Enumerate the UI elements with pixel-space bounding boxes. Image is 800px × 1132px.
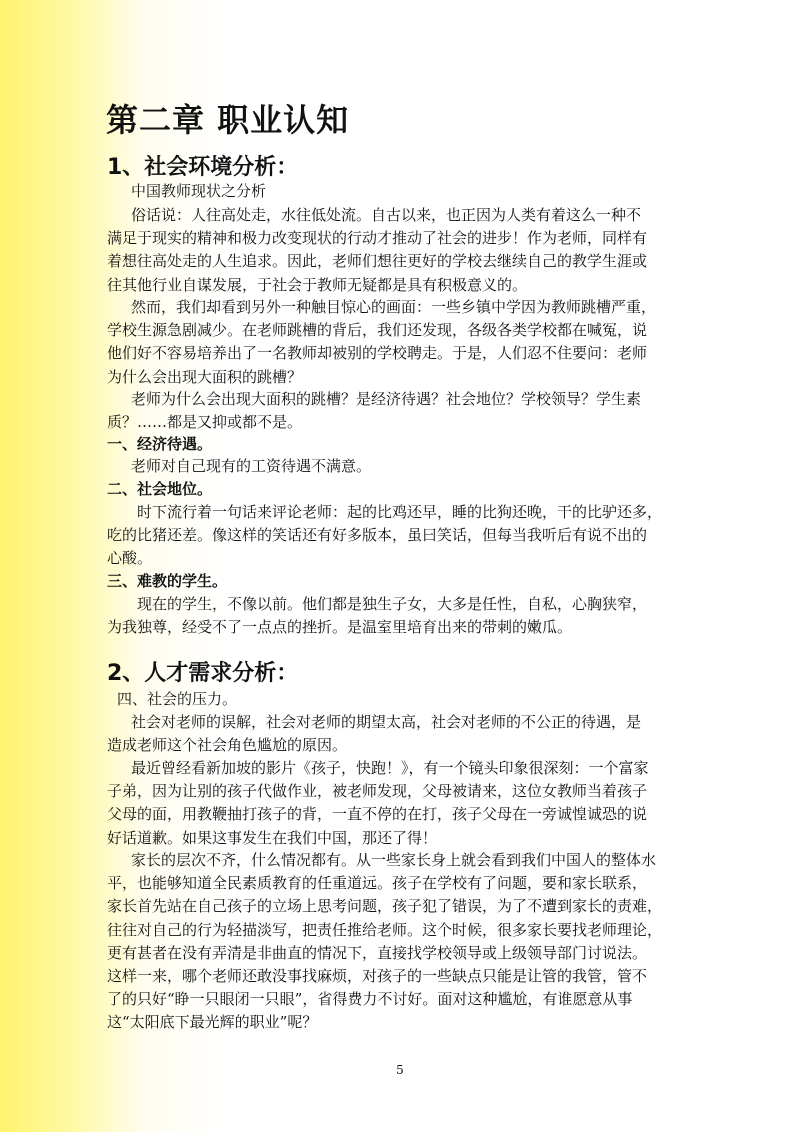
section1-paragraph-3: 老师为什么会出现大面积的跳槽？是经济待遇？社会地位？学校领导？学生素 质？……都是又抑或都不是。 — [107, 390, 642, 432]
subheading-social-pressure: 四、社会的压力。 — [117, 690, 238, 708]
chapter-title: 第二章 职业认知 — [106, 101, 350, 139]
section-heading-social-environment: 1、社会环境分析： — [107, 155, 299, 180]
subheading-economic-treatment: 一、经济待遇。 — [107, 435, 213, 453]
social-status-text: 时下流行着一句话来评论老师：起的比鸡还早，睡的比狗还晚，干的比驴还多， 吃的比猪还差。像这样的笑话还有好多版本，虽曰笑话，但每当我听后有说不出的 心酸。 — [107, 503, 663, 568]
section2-paragraph-2: 最近曾经看新加坡的影片《孩子，快跑！》，有一个镜头印象很深刻：一个富家 子弟，因为让别的孩子代做作业，被老师发现，父母被请来，这位女教师当着孩子 父母的面，用教鞭抽打孩子的背，一直不停的在打，孩子父母在一旁诚惶诚恐的说 好话道歉。如果这事发生在我们中国，那还了得！ — [107, 759, 649, 847]
difficult-students-text: 现在的学生，不像以前。他们都是独生子女，大多是任性，自私，心胸狭窄， 为我独尊，经受不了一点点的挫折。是温室里培育出来的带刺的嫩瓜。 — [107, 595, 648, 637]
section1-paragraph-1: 俗话说：人往高处走，水往低处流。自古以来，也正因为人类有着这么一种不 满足于现实的精神和极力改变现状的行动才推动了社会的进步！作为老师，同样有 着想往高处走的人生追求。因此，老师们想往更好的学校去继续自己的教学生涯或 往其他行业自谋发展，于社会于教师无疑都是具有积极意义的。 — [107, 206, 648, 294]
subheading-social-status: 二、社会地位。 — [107, 480, 213, 498]
section2-paragraph-3: 家长的层次不齐，什么情况都有。从一些家长身上就会看到我们中国人的整体水 平，也能够知道全民素质教育的任重道远。孩子在学校有了问题，要和家长联系， 家长首先站在自己孩子的立场上思考问题，孩子犯了错误，为了不遭到家长的责难， 往往对自己的行为轻描淡写，把责任推给老师。这个时候，很多家长要找老师理论， 更有甚者在没有弄清是非曲直的情况下，直接找学校领导或上级领导部门讨说法。 这样一来，哪个老师还敢没事找麻烦，对孩子的一些缺点只能是让管的我管，管不 了的只好“睁一只眼闭一只眼”，省得费力不讨好。面对这种尴尬，有谁愿意从事 这“太阳底下最光辉的职业”呢？ — [107, 851, 663, 1032]
section1-paragraph-2: 然而，我们却看到另外一种触目惊心的画面：一些乡镇中学因为教师跳槽严重， 学校生源急剧减少。在老师跳槽的背后，我们还发现，各级各类学校都在喊冤，说 他们好不容易培养出了一名教师却被别的学校聘走。于是，人们忍不住要问：老师 为什么会出现大面积的跳槽？ — [107, 298, 657, 386]
section-heading-talent-demand: 2、人才需求分析： — [107, 661, 299, 686]
section2-paragraph-1: 社会对老师的误解，社会对老师的期望太高，社会对老师的不公正的待遇，是 造成老师这个社会角色尴尬的原因。 — [107, 713, 642, 755]
page-number: 5 — [396, 1063, 404, 1077]
economic-treatment-text: 老师对自己现有的工资待遇不满意。 — [131, 457, 372, 475]
subheading-difficult-students: 三、难教的学生。 — [107, 572, 228, 590]
section1-subtitle: 中国教师现状之分析 — [131, 182, 267, 200]
